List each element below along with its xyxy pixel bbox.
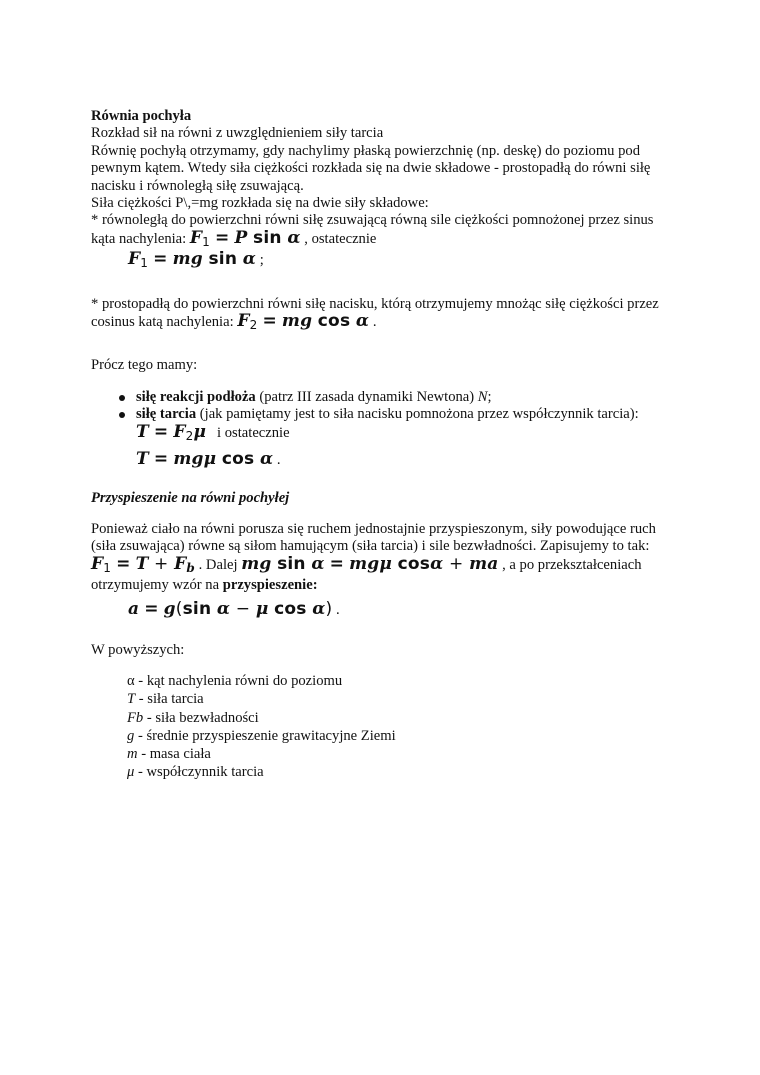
intro-paragraph: Równię pochyłą otrzymamy, gdy nachylimy płaską powierzchnię (np. deskę) do poziomu pod pewnym kątem. Wtedy siła ciężkości rozkłada się na dwie składowe - prostopadłą do równi siłę nacisku i równoległą siłę zsuwającą. [91,142,651,194]
reaction-end: ; [487,388,492,405]
legend-symbol: T [127,691,136,708]
document-subtitle: Rozkład sił na równi z uwzględnieniem siły tarcia [91,125,384,142]
parallel-text: * równoległą do powierzchni równi siłę zsuwającą równą sile ciężkości pomnożonej przez sinus kąta nachylenia: [91,212,654,247]
formula-f1-mgsin: $F_1$ = mg sin α [128,249,257,271]
accel-para: Ponieważ ciało na równi porusza się ruchem jednostajnie przyspieszonym, siły powodujące ruch (siła zsuwająca) równe są siłom hamującym (siła tarcia) i sile bezwładności. Zapisujemy to tak: [91,520,656,555]
accel-tail: , a po przekształceniach otrzymujemy wzór na [91,556,642,594]
forces-list [91,389,681,470]
list-item [127,746,681,764]
legend-symbol: Fb [127,709,144,726]
legend-symbol: g [127,727,135,744]
legend-text: - siła tarcia [135,691,204,708]
document-page [91,108,681,782]
legend-symbol: μ [127,763,135,780]
friction-end: . [276,452,281,469]
accel-mid: . Dalej [198,556,238,573]
perpendicular-end: . [372,314,377,331]
legend-symbol: α [127,673,135,690]
legend-text: - kąt nachylenia równi do poziomu [134,673,343,690]
formula-f1-psin: $F_1 = P$ sin α [189,227,301,249]
legend-text: - średnie przyspieszenie grawitacyjne Ziemi [134,727,396,744]
friction-bold: siłę tarcia [136,406,197,423]
perpendicular-component-paragraph [91,296,681,335]
formula-mgsin-sum: mg sin α = mgμ cosα + ma [241,553,499,574]
legend-text: - masa ciała [137,745,211,762]
perpendicular-text: * prostopadłą do powierzchni równi siłę nacisku, którą otrzymujemy mnożąc siłę ciężkości przez cosinus katą nachylenia: [91,295,659,331]
legend-symbol: m [127,745,138,762]
legend-text: - siła bezwładności [143,709,259,726]
list-item [127,673,681,691]
document-title: Równia pochyła [91,108,192,124]
friction-after: i ostatecznie [217,424,290,441]
formula-t-mgmucos: T = mgμ cos α [136,449,274,470]
formula-f2-mgcos: $F_2$ = mg cos α [237,311,370,333]
reaction-symbol: N [477,388,488,405]
list-item [127,764,681,782]
acceleration-paragraph [91,521,681,619]
acceleration-heading: Przyspieszenie na równi pochyłej [91,489,290,506]
bullet-icon [119,395,125,401]
decomposition-line: Siła ciężkości P\,=mg rozkłada się na dwie siły składowe: [91,195,429,212]
also-line: Prócz tego mamy: [91,357,198,374]
reaction-rest: (patrz III zasada dynamiki Newtona) [255,388,478,405]
symbols-legend [91,673,681,782]
parallel-component-paragraph [91,212,681,272]
parallel-after: , ostatecznie [304,230,377,247]
list-item [119,406,681,469]
formula-t-f2mu: $T = F_2\mu$ [136,421,207,443]
list-item [119,389,681,406]
list-item [127,728,681,746]
legend-heading: W powyższych: [91,641,185,658]
accel-bold: przyspieszenie: [222,577,318,594]
parallel-end: ; [259,252,264,269]
reaction-bold: siłę reakcji podłoża [136,388,256,405]
formula-acceleration: a = g(sin α − μ cos α) [128,598,333,619]
accel-end: . [335,601,340,618]
bullet-icon [119,412,125,418]
list-item [127,691,681,709]
legend-text: - współczynnik tarcia [134,763,264,780]
friction-rest: (jak pamiętamy jest to siła nacisku pomnożona przez współczynnik tarcia): [196,406,639,423]
list-item [127,710,681,728]
formula-f1-t-fb: $F_1 = T + F_b$ [91,553,195,575]
